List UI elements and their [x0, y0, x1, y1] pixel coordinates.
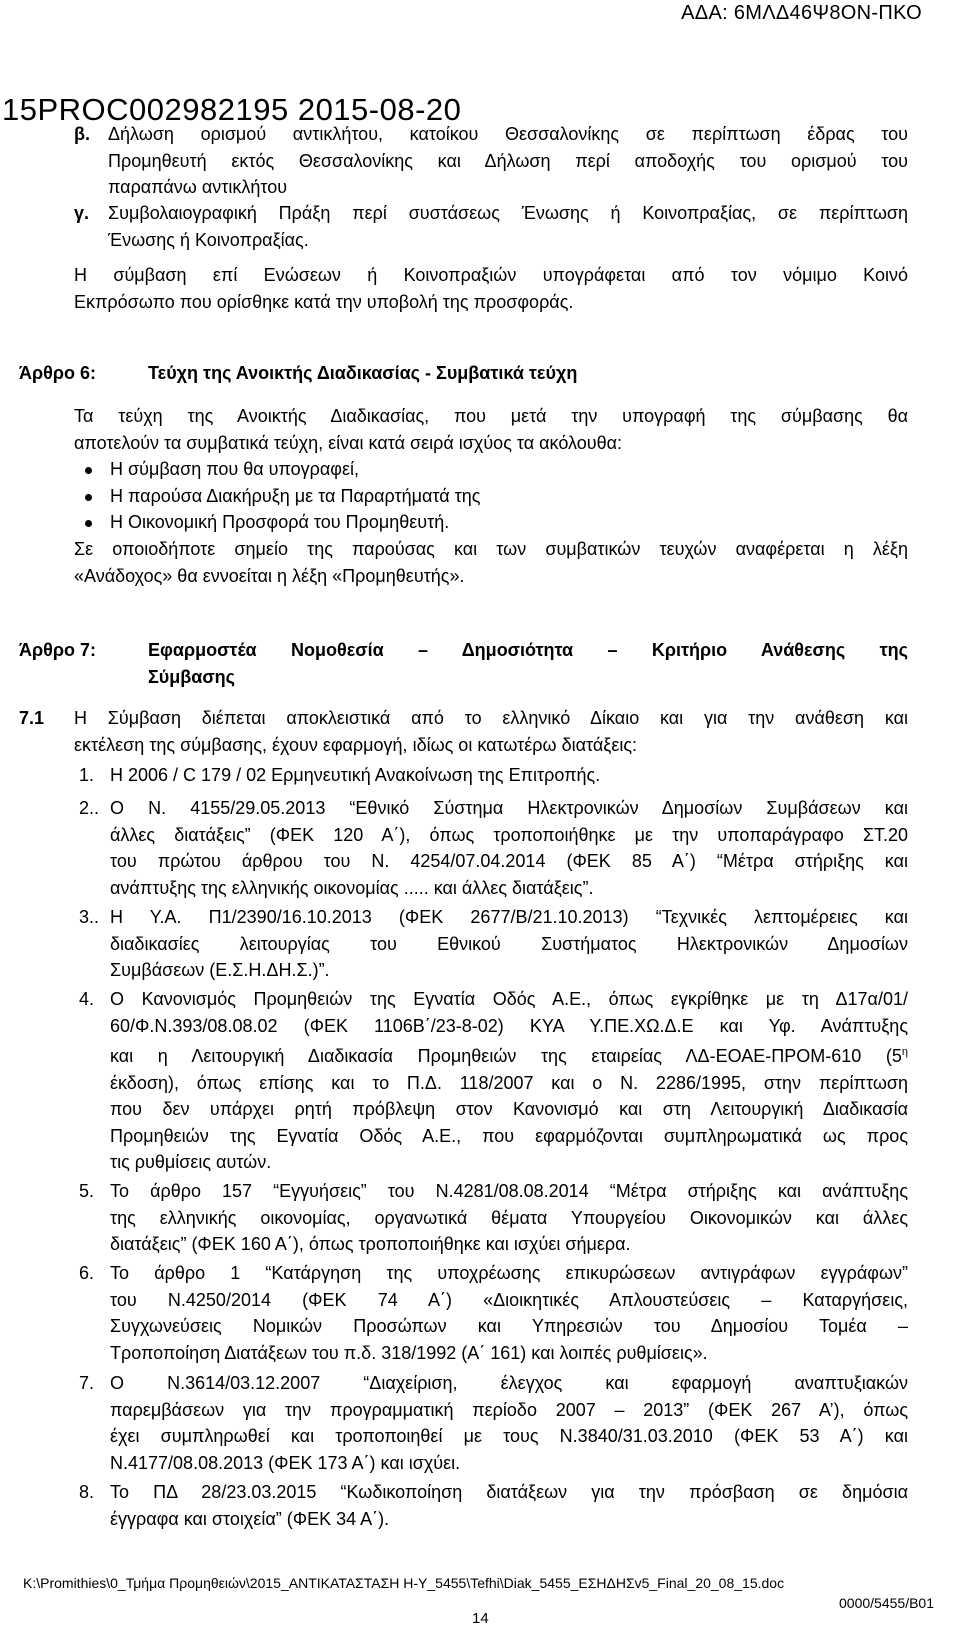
- text-line: διατάξεις” (ΦΕΚ 160 Α΄), όπως τροποποιήθηκε και ισχύει σήμερα.: [110, 1234, 631, 1254]
- item-number: 6.: [79, 1263, 95, 1283]
- text-line: άλλες διατάξεις” (ΦΕΚ 120 Α΄), όπως τροποποιήθηκε με την υποπαράγραφο ΣΤ.20: [110, 824, 908, 845]
- item-gamma-label: γ.: [74, 203, 90, 223]
- text-line: που δεν υπάρχει ρητή πρόβλεψη στον Κανονισμό και στη Λειτουργική Διαδικασία: [110, 1099, 908, 1119]
- text-line: Προμηθειών της Εγνατία Οδός Α.Ε., που εφαρμόζονται συμπληρωματικά ως προς: [110, 1125, 908, 1146]
- legislation-item: [110, 1370, 908, 1476]
- list-item: Η Οικονομική Προσφορά του Προμηθευτή.: [110, 512, 450, 532]
- text-line: 60/Φ.Ν.393/08.08.02 (ΦΕΚ 1106Β΄/23-8-02) ΚΥΑ Υ.ΠΕ.ΧΩ.Δ.Ε και Υφ. Ανάπτυξης: [110, 1015, 908, 1036]
- text-line: εκτέλεση της σύμβασης, έχουν εφαρμογή, ιδίως οι κατωτέρω διατάξεις:: [74, 734, 638, 755]
- legislation-item: [110, 795, 908, 901]
- item-beta-text: [108, 121, 908, 201]
- item-number: 7.: [79, 1373, 95, 1393]
- text-line: Συμβολαιογραφική Πράξη περί συστάσεως Ένωσης ή Κοινοπραξίας, σε περίπτωση: [108, 203, 908, 223]
- text-line: Σε οποιοδήποτε σημείο της παρούσας και των συμβατικών τευχών αναφέρεται η λέξη: [74, 539, 908, 559]
- legislation-item: [110, 904, 908, 984]
- text-line: Η Σύμβαση διέπεται αποκλειστικά από το ελληνικό Δίκαιο και για την ανάθεση και: [74, 708, 908, 728]
- text-line: παρεμβάσεων για την προγραμματική περίοδο 2007 – 2013” (ΦΕΚ 267 Α’), όπως: [110, 1399, 908, 1420]
- text-line: Συγχωνεύσεις Νομικών Προσώπων και Υπηρεσιών του Δημοσίου Τομέα –: [110, 1316, 908, 1336]
- page-number: 14: [472, 1610, 489, 1627]
- text-line: Η σύμβαση επί Ενώσεων ή Κοινοπραξιών υπογράφεται από τον νόμιμο Κοινό: [74, 265, 908, 285]
- legislation-item: [110, 1260, 908, 1366]
- text-line: Προμηθευτή εκτός Θεσσαλονίκης και Δήλωση περί αποδοχής του ορισμού του: [108, 150, 908, 171]
- bullet-icon: [85, 494, 92, 501]
- footer-file-path: K:\Promithies\0_Τμήμα Προμηθειών\2015_ΑΝΤΙΚΑΤΑΣΤΑΣΗ Η-Υ_5455\Tefhi\Diak_5455_ΕΣΗΔΗΣv5_Final_20_08_15.doc: [23, 1575, 785, 1591]
- text-line: Τα τεύχη της Ανοικτής Διαδικασίας, που μετά την υπογραφή της σύμβασης θα: [74, 406, 908, 426]
- text-line: του πρώτου άρθρου του Ν. 4254/07.04.2014 (ΦΕΚ 85 Α΄) “Μέτρα στήριξης και: [110, 851, 908, 871]
- joint-venture-paragraph: [74, 262, 908, 315]
- text-line: έκδοση), όπως επίσης και το Π.Δ. 118/2007 και ο Ν. 2286/1995, στην περίπτωση: [110, 1072, 908, 1093]
- text-line: Το άρθρο 1 “Κατάργηση της υποχρέωσης επικυρώσεων αντιγράφων εγγράφων”: [110, 1263, 908, 1283]
- protocol-number: 15PROC002982195 2015-08-20: [2, 92, 462, 127]
- item-beta-label: β.: [74, 124, 90, 144]
- footer-doc-code: 0000/5455/Β01: [839, 1595, 934, 1611]
- section-7-1-text: [74, 705, 908, 758]
- text-line: Ο Ν.3614/03.12.2007 “Διαχείριση, έλεγχος και εφαρμογή αναπτυξιακών: [110, 1373, 908, 1393]
- ada-code: ΑΔΑ: 6ΜΛΔ46Ψ8ΟΝ-ΠΚΟ: [681, 2, 922, 24]
- legislation-item: [110, 1178, 908, 1258]
- text-line: Εκπρόσωπο που ορίσθηκε κατά την υποβολή της προσφοράς.: [74, 291, 574, 312]
- text-line: και η Λειτουργική Διαδικασία Προμηθειών της εταιρείας ΛΔ-ΕΟΑΕ-ΠΡΟΜ-610 ($5^\eta$: [110, 1046, 908, 1066]
- title-line: Σύμβασης: [148, 666, 236, 687]
- text-line: Ένωσης ή Κοινοπραξίας.: [108, 229, 309, 250]
- legislation-item: [110, 1479, 908, 1532]
- text-line: Ο Κανονισμός Προμηθειών της Εγνατία Οδός Α.Ε., όπως εγκρίθηκε με τη Δ17α/01/: [110, 989, 908, 1009]
- text-line: Το ΠΔ 28/23.03.2015 “Κωδικοποίηση διατάξεων για την πρόσβαση σε δημόσια: [110, 1482, 908, 1502]
- item-number: 3..: [79, 907, 100, 927]
- text-line: τις ρυθμίσεις αυτών.: [110, 1152, 272, 1172]
- text-line: «Ανάδοχος» θα εννοείται η λέξη «Προμηθευτής».: [74, 565, 465, 586]
- text-line: της ελληνικής οικονομίας, οργανωτικά θέματα Υπουργείου Οικονομικών και άλλες: [110, 1207, 908, 1228]
- bullet-icon: [85, 520, 92, 527]
- legislation-item: [110, 762, 908, 789]
- item-number: 5.: [79, 1181, 95, 1201]
- list-item: Η παρούσα Διακήρυξη με τα Παραρτήματά της: [110, 486, 481, 506]
- item-number: 2..: [79, 798, 100, 818]
- legislation-item: [110, 986, 908, 1176]
- text-line: Ν.4177/08.08.2013 (ΦΕΚ 173 Α΄) και ισχύει.: [110, 1452, 461, 1473]
- text-line: παραπάνω αντικλήτου: [108, 177, 288, 197]
- text-line: Το άρθρο 157 “Εγγυήσεις” του Ν.4281/08.08.2014 “Μέτρα στήριξης και ανάπτυξης: [110, 1181, 908, 1201]
- article-7-number: Άρθρο 7:: [19, 640, 97, 660]
- item-gamma-text: [108, 200, 908, 253]
- text-line: Η 2006 / C 179 / 02 Ερμηνευτική Ανακοίνωση της Επιτροπής.: [110, 765, 601, 785]
- article-7-title: [148, 637, 908, 690]
- text-line: διαδικασίες λειτουργίας του Εθνικού Συστήματος Ηλεκτρονικών Δημοσίων: [110, 933, 908, 954]
- text-line: Ο Ν. 4155/29.05.2013 “Εθνικό Σύστημα Ηλεκτρονικών Δημοσίων Συμβάσεων και: [110, 798, 908, 818]
- article-6-title: Τεύχη της Ανοικτής Διαδικασίας - Συμβατικά τεύχη: [148, 363, 578, 383]
- text-line: ανάπτυξης της ελληνικής οικονομίας ..... και άλλες διατάξεις”.: [110, 877, 594, 898]
- item-number: 8.: [79, 1482, 95, 1502]
- text-line: Δήλωση ορισμού αντικλήτου, κατοίκου Θεσσαλονίκης σε περίπτωση έδρας του: [108, 124, 908, 144]
- item-number: 1.: [79, 765, 95, 785]
- item-number: 4.: [79, 989, 95, 1009]
- section-7-1-number: 7.1: [19, 708, 45, 728]
- title-line: Εφαρμοστέα Νομοθεσία – Δημοσιότητα – Κριτήριο Ανάθεσης της: [148, 640, 908, 660]
- text-line: έχει συμπληρωθεί και τροποποιηθεί με τους Ν.3840/31.03.2010 (ΦΕΚ 53 Α΄) και: [110, 1426, 908, 1446]
- bullet-icon: [85, 467, 92, 474]
- text-line: του Ν.4250/2014 (ΦΕΚ 74 Α΄) «Διοικητικές Απλουστεύσεις – Καταργήσεις,: [110, 1289, 908, 1310]
- text-line: Τροποποίηση Διατάξεων του π.δ. 318/1992 (Α΄ 161) και λοιπές ρυθμίσεις».: [110, 1342, 708, 1363]
- text-line: αποτελούν τα συμβατικά τεύχη, είναι κατά σειρά ισχύος τα ακόλουθα:: [74, 432, 622, 453]
- text-line: Συμβάσεων (Ε.Σ.Η.ΔΗ.Σ.)”.: [110, 960, 330, 980]
- text-line: έγγραφα και στοιχεία” (ΦΕΚ 34 Α΄).: [110, 1508, 390, 1529]
- text-line: Η Υ.Α. Π1/2390/16.10.2013 (ΦΕΚ 2677/Β/21.10.2013) “Τεχνικές λεπτομέρειες και: [110, 907, 908, 927]
- article-6-outro: [74, 536, 908, 589]
- list-item: Η σύμβαση που θα υπογραφεί,: [110, 459, 360, 479]
- superscript: η: [901, 1046, 908, 1058]
- article-6-intro: [74, 403, 908, 456]
- article-6-number: Άρθρο 6:: [19, 363, 97, 383]
